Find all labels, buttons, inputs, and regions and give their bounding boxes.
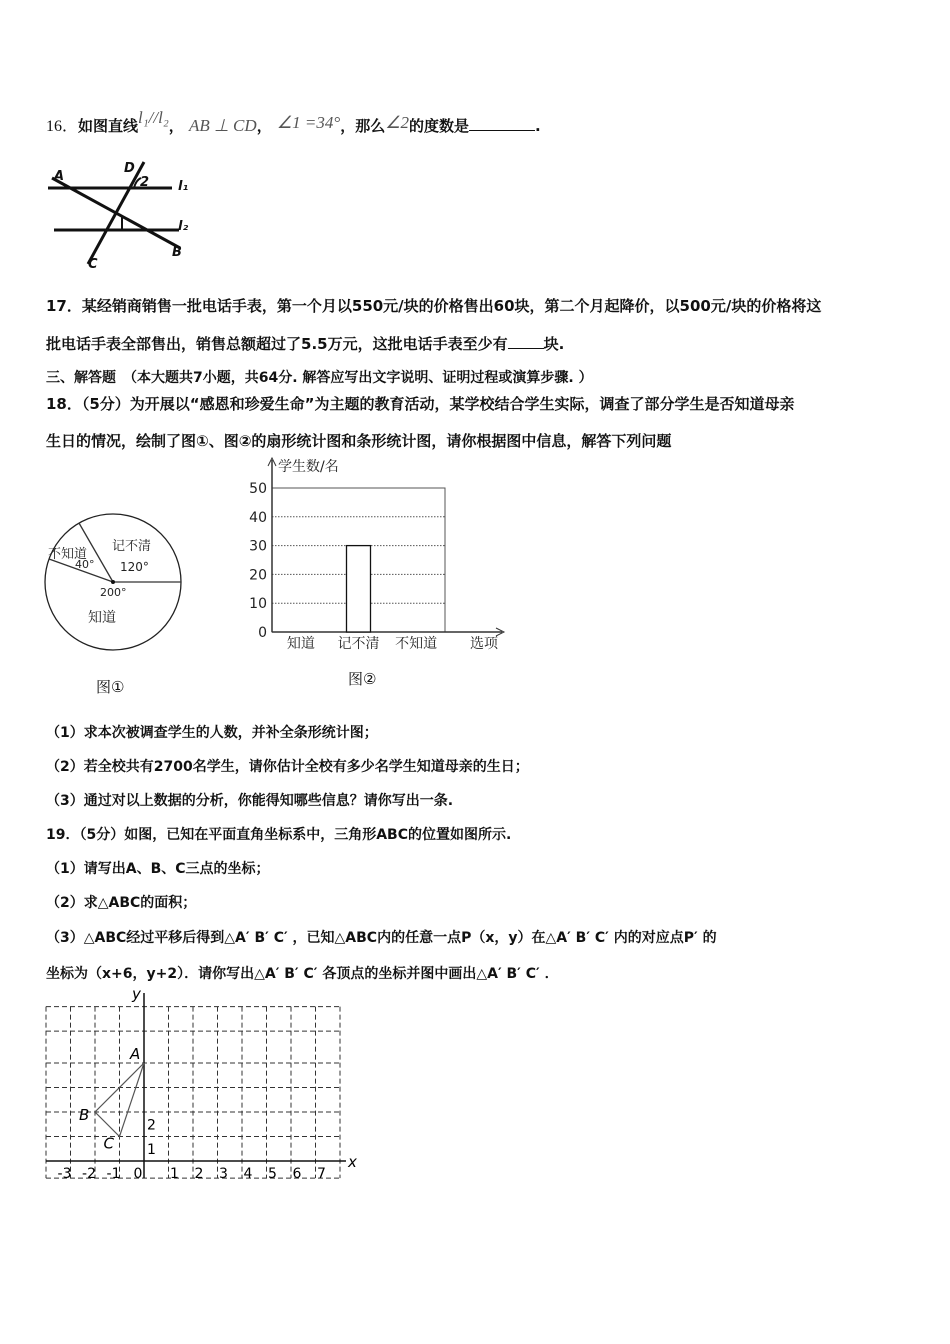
pie-angle-unknown: 40°: [75, 558, 95, 571]
q18-part1: （1）求本次被调查学生的人数，并补全条形统计图；: [46, 725, 378, 741]
x-tick-label: 记不清: [337, 636, 380, 652]
q19-line1: 19．（5分）如图，已知在平面直角坐标系中，三角形ABC的位置如图所示.: [46, 827, 512, 843]
q16-math-angle2: ∠2: [385, 113, 409, 132]
y-tick-label: 2: [147, 1117, 156, 1134]
label-B: B: [172, 245, 182, 260]
x-tick-label: -3: [57, 1166, 72, 1182]
answer-blank[interactable]: [469, 116, 535, 131]
x-tick-label: 0: [133, 1166, 143, 1182]
y-tick-label: 30: [249, 538, 267, 555]
x-tick-label: 5: [268, 1166, 277, 1182]
x-tick-label: 不知道: [395, 636, 438, 652]
y-tick-label: 10: [249, 596, 267, 613]
q16-math-parallel: l₁//l₂: [138, 108, 169, 127]
label-l2: l₂: [178, 219, 189, 234]
pie-label-unknown: 不知道: [48, 547, 88, 562]
q16-figure: [44, 158, 204, 270]
y-axis-label: 学生数/名: [278, 459, 339, 475]
x-tick-label: 3: [219, 1166, 228, 1182]
section-heading: 三、解答题 （本大题共7小题，共64分. 解答应写出文字说明、证明过程或演算步骤. ）: [46, 370, 593, 386]
answer-blank[interactable]: [508, 334, 544, 349]
bar-chart: [240, 452, 520, 662]
question-number: 16．: [46, 118, 79, 135]
q18-part2: （2）若全校共有2700名学生，请你估计全校有多少名学生知道母亲的生日；: [46, 759, 529, 775]
label-l1: l₁: [178, 179, 189, 194]
pie-label-unclear: 记不清: [112, 539, 152, 554]
x-tick-label: 7: [317, 1166, 326, 1182]
label-D: D: [124, 161, 135, 176]
point-label-B: B: [79, 1106, 90, 1124]
x-axis-label: 选项: [470, 636, 498, 652]
q17-line2: [46, 333, 564, 354]
pie-chart: [40, 510, 190, 660]
q16-text3: 的度数是: [408, 117, 469, 135]
q16-text: 如图直线: [78, 117, 139, 135]
x-tick-label: 知道: [286, 636, 315, 652]
q19-part3-line2: 坐标为（x+6，y+2）．请你写出△A′ B′ C′ 各顶点的坐标并图中画出△A′ B′ C′ ．: [46, 966, 559, 982]
y-axis-label: y: [132, 985, 141, 1003]
x-axis-label: x: [348, 1153, 357, 1171]
q18-line2: 生日的情况，绘制了图①、图②的扇形统计图和条形统计图，请你根据图中信息，解答下列问题: [46, 432, 672, 450]
x-tick-label: 1: [170, 1166, 179, 1182]
x-tick-label: 6: [292, 1166, 302, 1182]
y-tick-label: 1: [147, 1141, 156, 1158]
q16-text2: ，那么: [340, 117, 386, 135]
q17-text-end: 块.: [543, 335, 565, 353]
x-tick-label: 2: [194, 1166, 204, 1182]
bar: [347, 546, 371, 632]
pie-angle-know: 200°: [100, 586, 127, 599]
y-tick-label: 20: [249, 567, 267, 584]
pie-caption: 图①: [96, 678, 125, 696]
q18-part3: （3）通过对以上数据的分析，你能得知哪些信息？请你写出一条.: [46, 793, 454, 809]
q19-part3-line1: （3）△ABC经过平移后得到△A′ B′ C′ ，已知△ABC内的任意一点P（x，y）在△A′ B′ C′ 内的对应点P′ 的: [46, 930, 717, 946]
pie-angle-unclear: 120°: [120, 560, 149, 574]
y-tick-label: 50: [249, 481, 267, 497]
period: .: [534, 117, 541, 135]
bar-caption: 图②: [348, 670, 377, 688]
q19-part2: （2）求△ABC的面积；: [46, 895, 197, 911]
y-tick-label: 0: [258, 625, 267, 641]
question-16: 16．如图直线l₁//l₂， AB ⊥ CD， ∠1 =34°，那么∠2的度数是 .: [46, 108, 541, 135]
q17-text: 批电话手表全部售出，销售总额超过了5.5万元，这批电话手表至少有: [46, 335, 508, 353]
q16-math-perp: AB ⊥ CD: [188, 116, 257, 135]
x-tick-label: -1: [106, 1166, 121, 1182]
q18-line1: 18．（5分）为开展以“感恩和珍爱生命”为主题的教育活动，某学校结合学生实际，调查了部分学生是否知道母亲: [46, 395, 795, 413]
label-A: A: [54, 169, 65, 184]
line-CD: [88, 162, 144, 264]
q16-math-angle1: ∠1 =34°: [276, 113, 341, 132]
q17-line1: 17．某经销商销售一批电话手表，第一个月以550元/块的价格售出60块，第二个月起降价，以500元/块的价格将这: [46, 297, 822, 315]
pie-label-know: 知道: [88, 610, 116, 626]
label-C: C: [88, 257, 98, 270]
x-tick-label: -2: [82, 1166, 96, 1182]
x-tick-label: 4: [243, 1166, 253, 1182]
q19-part1: （1）请写出A、B、C三点的坐标；: [46, 861, 270, 877]
coordinate-grid: [40, 985, 360, 1185]
point-label-C: C: [103, 1134, 114, 1153]
point-label-A: A: [130, 1045, 141, 1063]
label-angle-2: 2: [140, 175, 150, 190]
y-tick-label: 40: [249, 509, 267, 526]
